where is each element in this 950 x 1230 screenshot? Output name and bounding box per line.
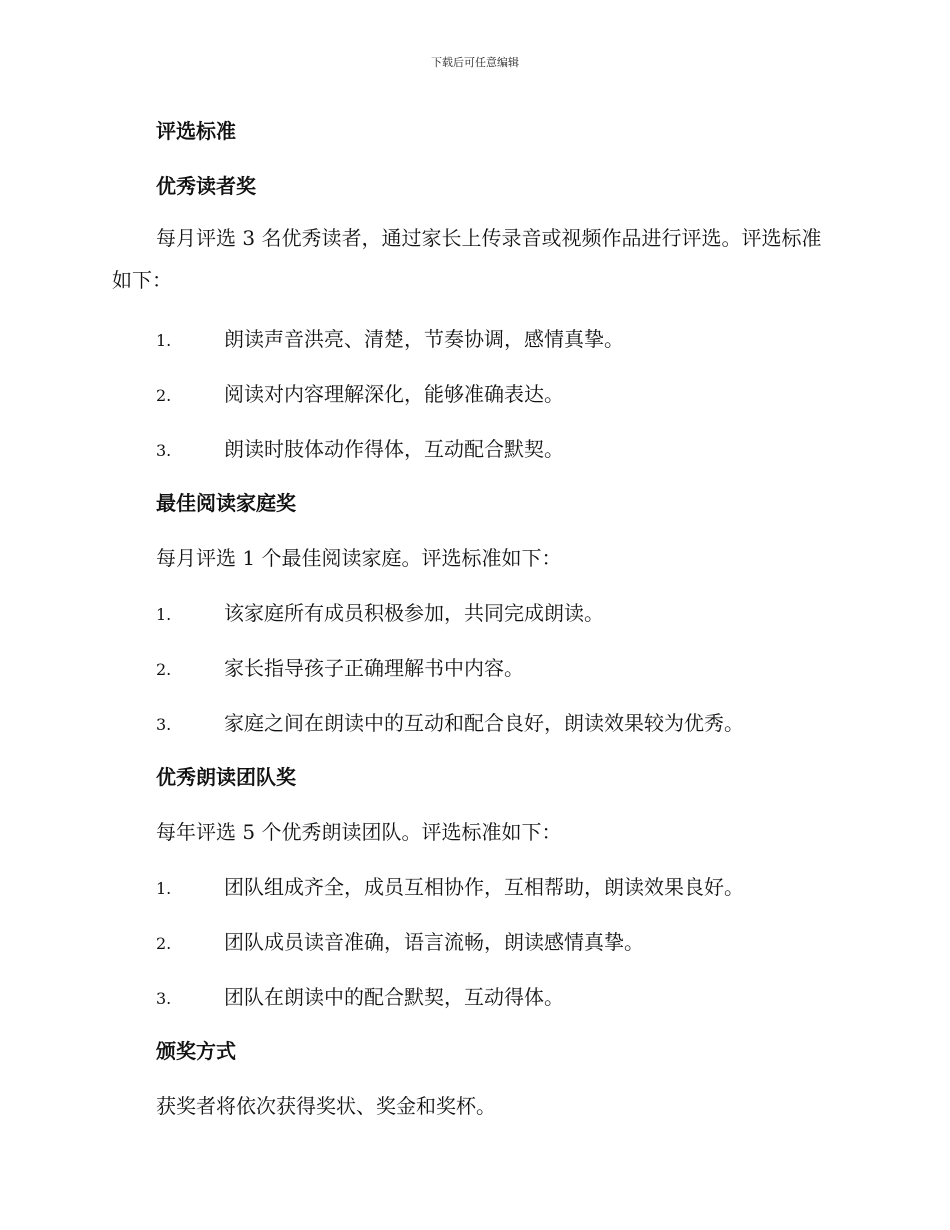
list-item (156, 981, 564, 1010)
list-item (156, 871, 744, 900)
list-text: 阅读对内容理解深化，能够准确表达。 (224, 382, 564, 406)
team-heading: 优秀朗读团队奖 (156, 765, 296, 789)
team-intro: 每年评选 5 个优秀朗读团队。评选标准如下： (156, 820, 562, 844)
page-header-note: 下载后可任意编辑 (431, 56, 519, 69)
list-number: 2. (156, 386, 172, 405)
best-family-heading: 最佳阅读家庭奖 (156, 491, 296, 515)
list-item (156, 707, 744, 736)
list-item (156, 433, 564, 462)
list-item (156, 926, 644, 955)
list-text: 团队在朗读中的配合默契，互动得体。 (224, 985, 564, 1009)
list-text: 朗读时肢体动作得体，互动配合默契。 (224, 437, 564, 461)
list-text: 团队组成齐全，成员互相协作，互相帮助，朗读效果良好。 (224, 875, 744, 899)
excellent-reader-intro: 每月评选 3 名优秀读者，通过家长上传录音或视频作品进行评选。评选标准如下： (112, 226, 822, 292)
list-text: 家庭之间在朗读中的互动和配合良好，朗读效果较为优秀。 (224, 711, 744, 735)
list-text: 团队成员读音准确，语言流畅，朗读感情真挚。 (224, 930, 644, 954)
list-text: 该家庭所有成员积极参加，共同完成朗读。 (224, 601, 604, 625)
list-number: 1. (156, 331, 172, 350)
award-method-heading: 颁奖方式 (156, 1039, 236, 1063)
list-item (156, 652, 524, 681)
list-item (156, 597, 604, 626)
list-number: 2. (156, 934, 172, 953)
list-item (156, 378, 564, 407)
list-number: 3. (156, 441, 172, 460)
list-number: 1. (156, 879, 172, 898)
excellent-reader-heading: 优秀读者奖 (156, 174, 256, 198)
award-method-text: 获奖者将依次获得奖状、奖金和奖杯。 (156, 1094, 496, 1118)
list-number: 2. (156, 660, 172, 679)
list-text: 家长指导孩子正确理解书中内容。 (224, 656, 524, 680)
list-number: 1. (156, 605, 172, 624)
criteria-heading: 评选标准 (156, 119, 236, 143)
best-family-intro: 每月评选 1 个最佳阅读家庭。评选标准如下： (156, 546, 562, 570)
list-number: 3. (156, 989, 172, 1008)
list-number: 3. (156, 715, 172, 734)
list-text: 朗读声音洪亮、清楚，节奏协调，感情真挚。 (224, 327, 624, 351)
list-item (156, 323, 624, 352)
